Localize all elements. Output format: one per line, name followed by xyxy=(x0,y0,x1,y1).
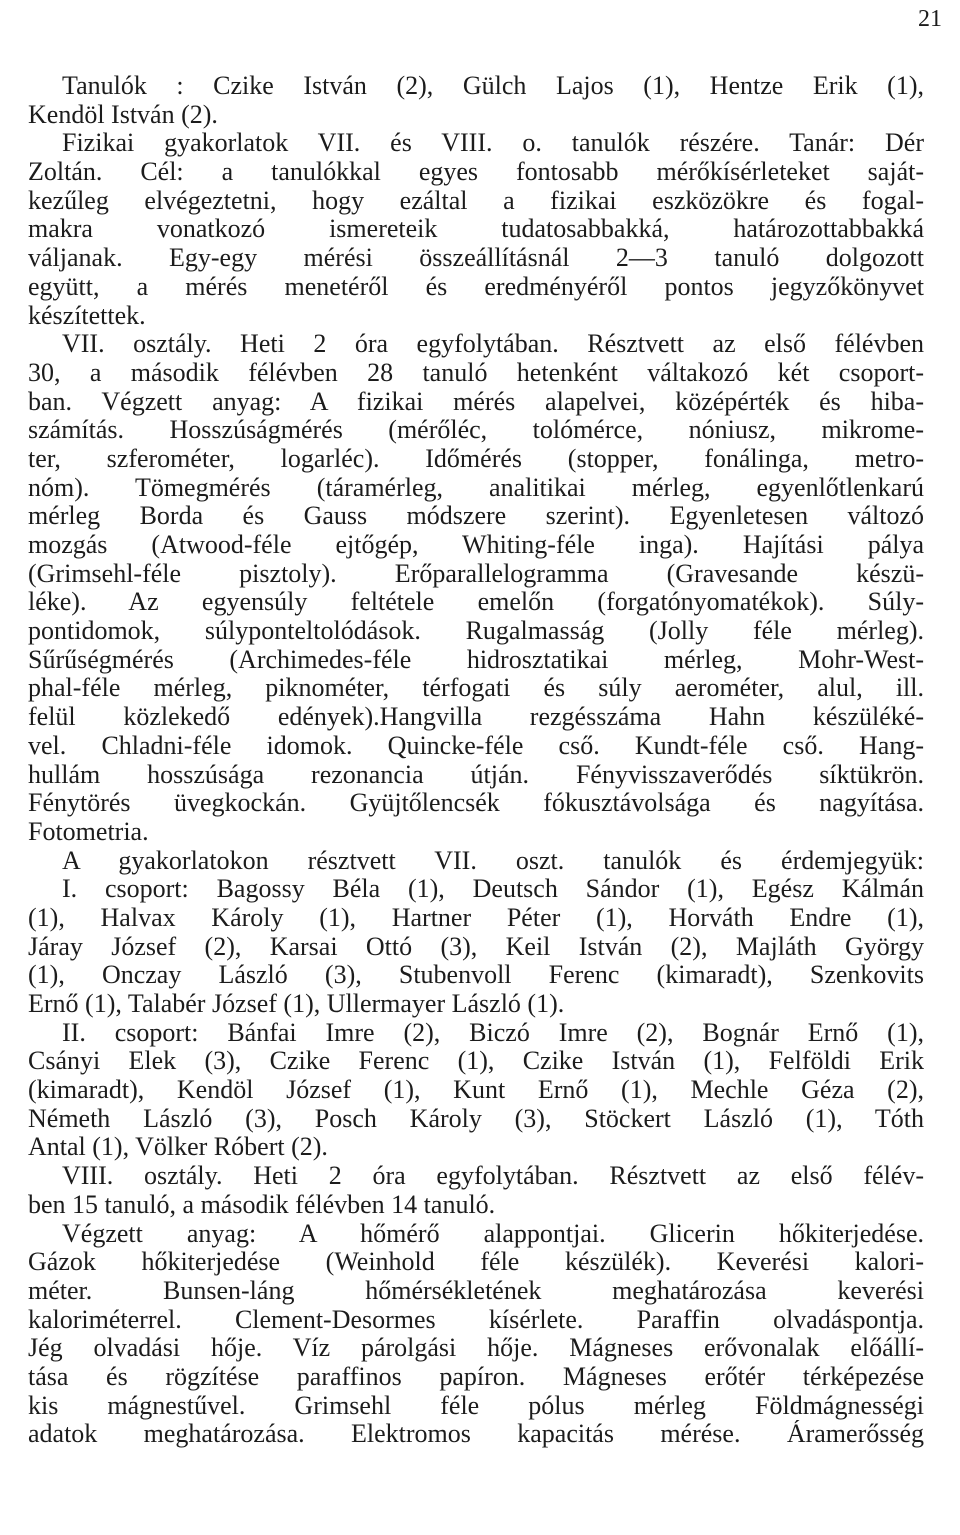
text-line: Németh László (3), Posch Károly (3), Stöckert László (1), Tóth xyxy=(28,1104,924,1133)
text-line: készítettek. xyxy=(28,301,146,330)
text-line: hullám hosszúsága rezonancia útján. Fényvisszaverődés síktükrön. xyxy=(28,760,924,789)
text-line: léke). Az egyensúly feltétele emelőn (forgatónyomatékok). Súly- xyxy=(28,588,924,617)
text-line: (1), Onczay László (3), Stubenvoll Ferenc (kimaradt), Szenkovits xyxy=(28,961,924,990)
text-line: VII. osztály. Heti 2 óra egyfolytában. Résztvett az első félévben xyxy=(62,330,924,359)
text-line: Tanulók : Czike István (2), Gülch Lajos (1), Hentze Erik (1), xyxy=(62,72,924,100)
text-line: (Grimsehl-féle pisztoly). Erőparallelogramma (Gravesande készü- xyxy=(28,559,924,588)
text-line: méter. Bunsen-láng hőmérsékletének meghatározása keverési xyxy=(28,1276,924,1305)
text-line: váljanak. Egy-egy mérési összeállításnál 2—3 tanuló dolgozott xyxy=(28,244,924,273)
page-number: 21 xyxy=(918,6,942,32)
text-line: kis mágnestűvel. Grimsehl féle pólus mérleg Földmágnességi xyxy=(28,1391,924,1420)
text-line: ter, szferométer, logarléc). Időmérés (stopper, fonálinga, metro- xyxy=(28,444,924,473)
text-line: mozgás (Atwood-féle ejtőgép, Whiting-féle inga). Hajítási pálya xyxy=(28,531,924,559)
text-line: Fotometria. xyxy=(28,817,149,846)
text-line: (kimaradt), Kendöl József (1), Kunt Ernő (1), Mechle Géza (2), xyxy=(28,1076,924,1105)
text-line: Végzett anyag: A hőmérő alappontjai. Glicerin hőkiterjedése. xyxy=(62,1219,924,1248)
text-line: kaloriméterrel. Clement-Desormes kísérlete. Paraffin olvadáspontja. xyxy=(28,1305,924,1334)
text-line: Csányi Elek (3), Czike Ferenc (1), Czike István (1), Felföldi Erik xyxy=(28,1047,924,1076)
text-line: nóm). Tömegmérés (táramérleg, analitikai mérleg, egyenlőtlenkarú xyxy=(28,473,924,502)
text-line: VIII. osztály. Heti 2 óra egyfolytában. Résztvett az első félév- xyxy=(62,1162,924,1191)
text-line: 30, a második félévben 28 tanuló hetenként váltakozó két csoport- xyxy=(28,358,924,387)
text-line: Zoltán. Cél: a tanulókkal egyes fontosabb mérőkísérleteket saját- xyxy=(28,158,924,187)
text-line: Sűrűségmérés (Archimedes-féle hidrosztatikai mérleg, Mohr-West- xyxy=(28,645,924,674)
text-line: Gázok hőkiterjedése (Weinhold féle készülék). Keverési kalori- xyxy=(28,1248,924,1277)
text-line: mérleg Borda és Gauss módszere szerint). Egyenletesen változó xyxy=(28,502,924,531)
text-line: tása és rögzítése paraffinos papíron. Mágneses erőtér térképezése xyxy=(28,1362,924,1391)
text-line: Antal (1), Völker Róbert (2). xyxy=(28,1133,328,1162)
text-line: II. csoport: Bánfai Imre (2), Biczó Imre (2), Bognár Ernő (1), xyxy=(62,1018,924,1047)
text-line: Jég olvadási hője. Víz párolgási hője. Mágneses erővonalak előállí- xyxy=(28,1334,924,1363)
text-line: Kendöl István (2). xyxy=(28,100,218,129)
text-line: phal-féle mérleg, piknométer, térfogati és súly aerométer, alul, ill. xyxy=(28,674,924,703)
text-line: felül közlekedő edények).Hangvilla rezgésszáma Hahn készüléké- xyxy=(28,703,924,732)
body-text xyxy=(28,72,924,1449)
text-line: Fénytörés üvegkockán. Gyüjtőlencsék fókusztávolsága és nagyítása. xyxy=(28,789,924,818)
text-line: Járay József (2), Karsai Ottó (3), Keil István (2), Majláth György xyxy=(28,932,924,961)
text-line: együtt, a mérés menetéről és eredményéről pontos jegyzőkönyvet xyxy=(28,272,924,301)
text-line: I. csoport: Bagossy Béla (1), Deutsch Sándor (1), Egész Kálmán xyxy=(62,875,924,904)
text-line: Fizikai gyakorlatok VII. és VIII. o. tanulók részére. Tanár: Dér xyxy=(62,129,924,158)
text-line: makra vonatkozó ismereteik tudatosabbakká, határozottabbakká xyxy=(28,215,924,244)
text-line: pontidomok, súlyponteltolódások. Rugalmasság (Jolly féle mérleg). xyxy=(28,617,924,646)
text-line: adatok meghatározása. Elektromos kapacitás mérése. Áramerősség xyxy=(28,1420,924,1449)
text-line: ban. Végzett anyag: A fizikai mérés alapelvei, középérték és hiba- xyxy=(28,387,924,416)
text-line: A gyakorlatokon résztvett VII. oszt. tanulók és érdemjegyük: xyxy=(62,846,924,875)
text-line: számítás. Hosszúságmérés (mérőléc, tolómérce, nóniusz, mikrome- xyxy=(28,416,924,445)
text-line: (1), Halvax Károly (1), Hartner Péter (1), Horváth Endre (1), xyxy=(28,903,924,932)
text-line: Ernő (1), Talabér József (1), Ullermayer László (1). xyxy=(28,990,565,1018)
text-line: vel. Chladni-féle idomok. Quincke-féle cső. Kundt-féle cső. Hang- xyxy=(28,731,924,760)
text-line: kezűleg elvégeztetni, hogy ezáltal a fizikai eszközökre és fogal- xyxy=(28,186,924,215)
text-line: ben 15 tanuló, a második félévben 14 tanuló. xyxy=(28,1190,496,1219)
